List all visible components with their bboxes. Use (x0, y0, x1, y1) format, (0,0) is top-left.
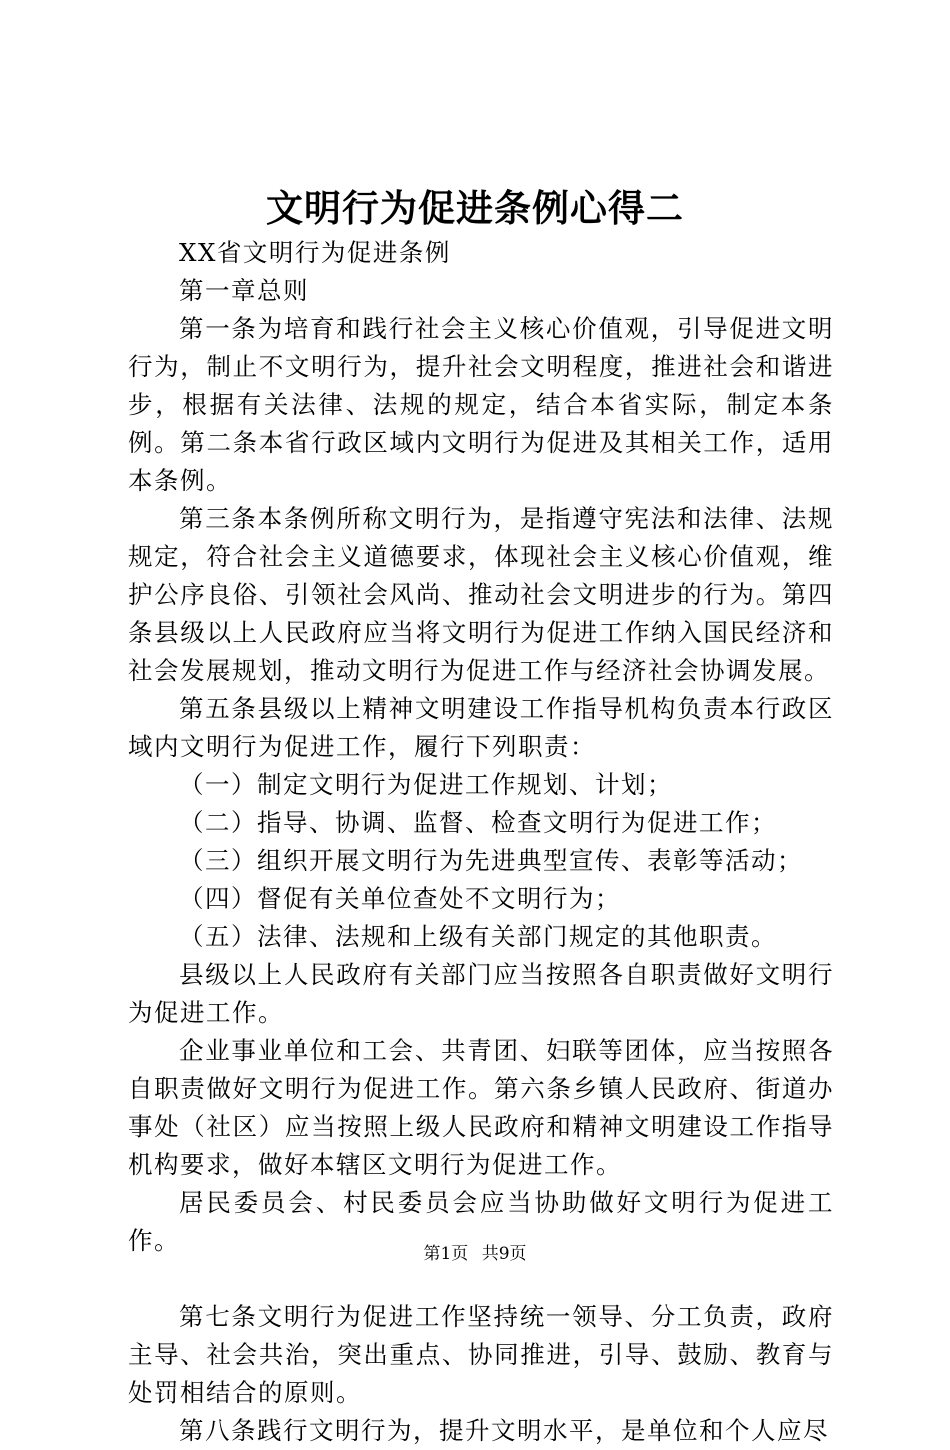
page-footer (0, 1242, 950, 1266)
law-name: XX省文明行为促进条例 (179, 238, 451, 267)
article-paragraph: 第八条践行文明行为，提升文明水平，是单位和个人应尽 (179, 1416, 829, 1445)
duty-list-item: （五）法律、法规和上级有关部门规定的其他职责。 (179, 922, 777, 951)
document-body (128, 234, 834, 1450)
article-paragraph: 居民委员会、村民委员会应当协助做好文明行为促进工作。 (128, 1188, 834, 1255)
duty-list-item: （三）组织开展文明行为先进典型宣传、表彰等活动； (179, 846, 803, 875)
chapter-heading: 第一章总则 (179, 276, 309, 305)
duty-list-item: （一）制定文明行为促进工作规划、计划； (179, 770, 673, 799)
article-paragraph: 企业事业单位和工会、共青团、妇联等团体，应当按照各自职责做好文明行为促进工作。第六条乡镇人民政府、街道办事处（社区）应当按照上级人民政府和精神文明建设工作指导机构要求，做好本辖区文明行为促进工作。 (128, 1036, 834, 1179)
article-paragraph: 第一条为培育和践行社会主义核心价值观，引导促进文明行为，制止不文明行为，提升社会文明程度，推进社会和谐进步，根据有关法律、法规的规定，结合本省实际，制定本条例。第二条本省行政区域内文明行为促进及其相关工作，适用本条例。 (128, 314, 834, 495)
duty-list-item: （四）督促有关单位查处不文明行为； (179, 884, 621, 913)
article-paragraph: 县级以上人民政府有关部门应当按照各自职责做好文明行为促进工作。 (128, 960, 834, 1027)
article-paragraph: 第七条文明行为促进工作坚持统一领导、分工负责，政府主导、社会共治，突出重点、协同推进，引导、鼓励、教育与处罚相结合的原则。 (128, 1302, 834, 1407)
page-number: 第1页 (423, 1244, 469, 1264)
document-title: 文明行为促进条例心得二 (266, 186, 684, 230)
duty-list-item: （二）指导、协调、监督、检查文明行为促进工作； (179, 808, 777, 837)
article-paragraph: 第三条本条例所称文明行为，是指遵守宪法和法律、法规规定，符合社会主义道德要求，体现社会主义核心价值观，维护公序良俗、引领社会风尚、推动社会文明进步的行为。第四条县级以上人民政府应当将文明行为促进工作纳入国民经济和社会发展规划，推动文明行为促进工作与经济社会协调发展。 (128, 504, 834, 685)
article-paragraph: 第五条县级以上精神文明建设工作指导机构负责本行政区域内文明行为促进工作，履行下列职责： (128, 694, 834, 761)
page-total: 共9页 (481, 1244, 527, 1264)
